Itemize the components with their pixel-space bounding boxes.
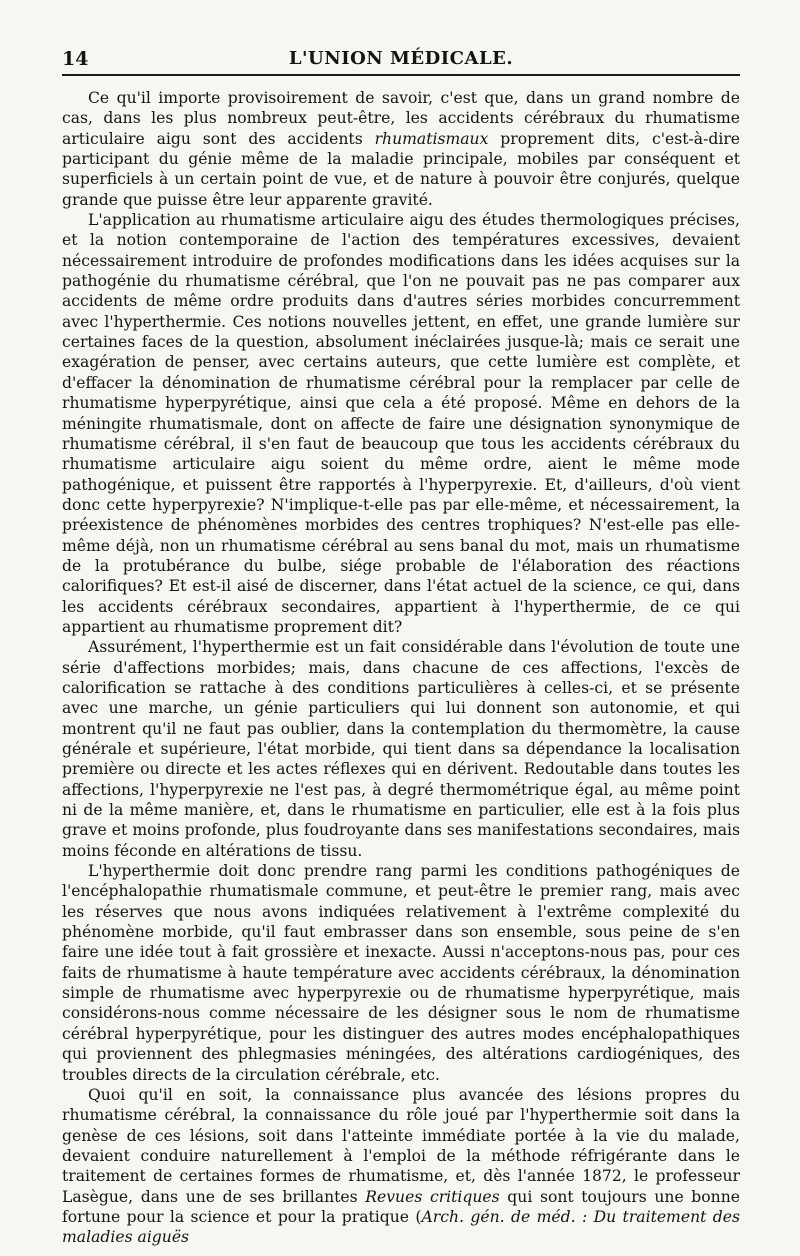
paragraph (62, 637, 740, 861)
paragraph-text: Quoi qu'il en soit, la connaissance plus avancée des lésions propres du rhumatisme cérébral, la connaissance du rôle joué par l'hyperthermie soit dans la genèse de ces lésions, soit dans l'atteinte immédiate portée à la vie du malade, devaient conduire naturellement à l'emploi de la méthode réfrigérante dans le traitement de certaines formes de rhumatisme, et, dès l'année 1872, le professeur Lasègue, dans une de ses brillantes (62, 1085, 740, 1206)
page-number: 14 (62, 48, 89, 70)
italic-title: Revues critiques (365, 1187, 500, 1206)
page-header (62, 44, 740, 76)
paragraph-text: qui sont toujours une bonne fortune pour la science et pour la pratique ( (62, 1187, 740, 1226)
running-head: L'UNION MÉDICALE. (288, 48, 514, 69)
paragraph (62, 861, 740, 1085)
paragraph-text: proprement dits, c'est-à-dire participant du génie même de la maladie principale, mobiles par conséquent et superficiels à un certain point de vue, et de nature à pouvoir être conjurés, quelque grande que puisse être leur apparente gravité. (62, 129, 741, 209)
paragraph (62, 88, 740, 210)
paragraph-text: L'application au rhumatisme articulaire aigu des études thermologiques précises, et la notion contemporaine de l'action des températures excessives, devaient nécessairement introduire de profondes modifications dans les idées acquises sur la pathogénie du rhumatisme cérébral, que l'on ne pouvait pas ne pas comparer aux accidents de même ordre produits dans d'autres séries morbides concurremment avec l'hyperthermie. Ces notions nouvelles jettent, en effet, une grande lumière sur certaines faces de la question, absolument inéclairées jusque-là; mais ce serait une exagération de penser, avec certains auteurs, que cette lumière est complète, et d'effacer la dénomination de rhumatisme cérébral pour la remplacer par celle de rhumatisme hyperpyrétique, ainsi que cela a été proposé. Même en dehors de la méningite rhumatismale, dont on affecte de faire une désignation synonymique de rhumatisme cérébral, il s'en faut de beaucoup que tous les accidents cérébraux du rhumatisme articulaire aigu soient du même ordre, aient le même mode pathogénique, et puissent être rapportés à l'hyperpyrexie. Et, d'ailleurs, d'où vient donc cette hyperpyrexie? N'implique-t-elle pas par elle-même, et nécessairement, la préexistence de phénomènes morbides des centres trophiques? N'est-elle pas elle-même déjà, non un rhumatisme cérébral au sens banal du mot, mais un rhumatisme de la protubérance du bulbe, siége probable de l'élaboration des réactions calorifiques? Et est-il aisé de discerner, dans l'état actuel de la science, ce qui, dans les accidents cérébraux secondaires, appartient à l'hyperthermie, de ce qui appartient au rhumatisme proprement dit? (62, 211, 740, 636)
paragraph (62, 1085, 740, 1248)
body-text (62, 88, 740, 1248)
paragraph-text: L'hyperthermie doit donc prendre rang parmi les conditions pathogéniques de l'encéphalopathie rhumatismale commune, et peut-être le premier rang, mais avec les réserves que nous avons indiquées relativement à l'extrême complexité du phénomène morbide, qu'il faut embrasser dans son ensemble, sous peine de s'en faire une idée tout à fait grossière et inexacte. Aussi n'acceptons-nous pas, pour ces faits de rhumatisme à haute température avec accidents cérébraux, la dénomination simple de rhumatisme avec hyperpyrexie ou de rhumatisme hyperpyrétique, mais considérons-nous comme nécessaire de les désigner sous le nom de rhumatisme cérébral hyperpyrétique, pour les distinguer des autres modes encéphalopathiques qui proviennent des phlegmasies méningées, des altérations cardiogéniques, des troubles directs de la circulation cérébrale, etc. (62, 862, 740, 1084)
paragraph-text: Ce qu'il importe provisoirement de savoir, c'est que, dans un grand nombre de cas, dans les plus nombreux peut-être, les accidents cérébraux du rhumatisme articulaire aigu sont des accidents (62, 89, 740, 148)
italic-citation: Arch. gén. de méd. : Du traitement des maladies aiguës (62, 1207, 741, 1247)
italic-term: rhumatismaux (374, 129, 489, 148)
paragraph (62, 210, 740, 637)
paragraph-text: Assurément, l'hyperthermie est un fait considérable dans l'évolution de toute une série d'affections morbides; mais, dans chacune de ces affections, l'excès de calorification se rattache à des conditions particulières à celles-ci, et se présente avec une marche, un génie particuliers qui lui donnent son autonomie, et qui montrent qu'il ne faut pas oublier, dans la contemplation du thermomètre, la cause générale et supérieure, l'état morbide, qui tient dans sa dépendance la localisation première ou directe et les actes réflexes qui en dérivent. Redoutable dans toutes les affections, l'hyperpyrexie ne l'est pas, à degré thermométrique égal, au même point ni de la même manière, et, dans le rhumatisme en particulier, elle est à la fois plus grave et moins profonde, plus foudroyante dans ses manifestations secondaires, mais moins féconde en altérations de tissu. (62, 638, 740, 860)
